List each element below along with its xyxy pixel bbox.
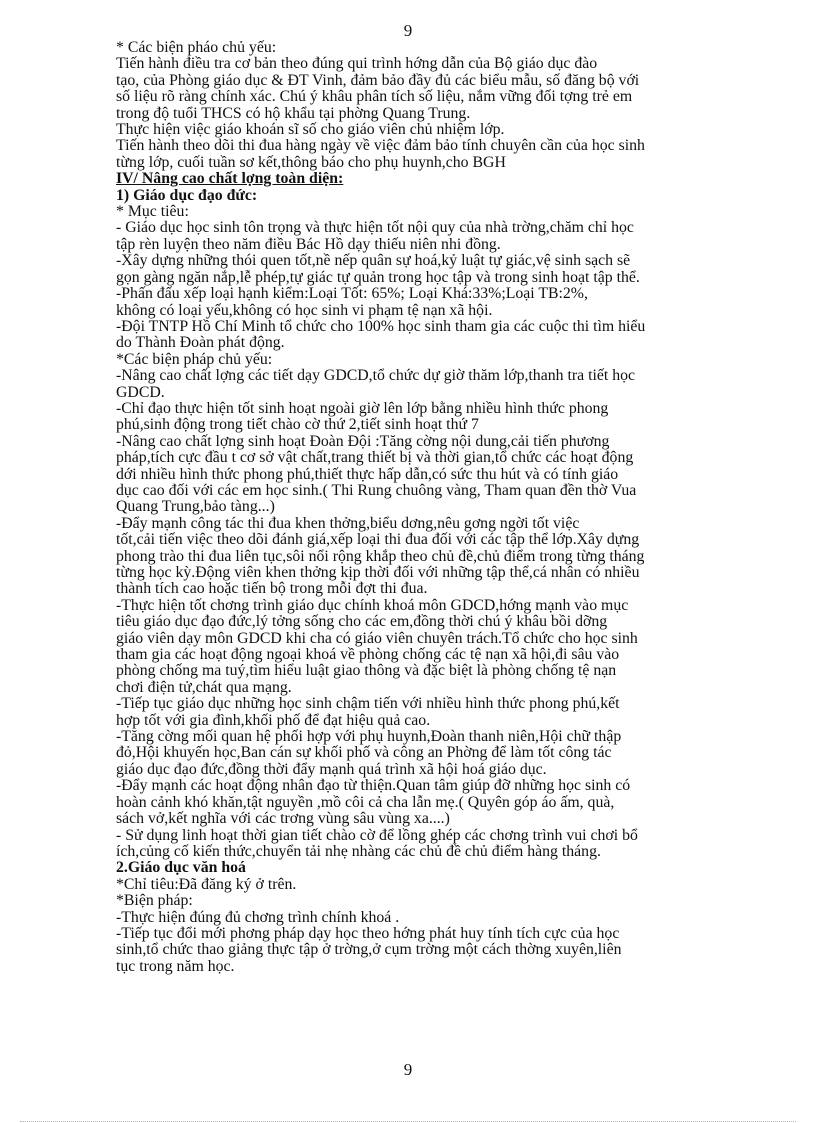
text-line: sinh,tổ chức thao giảng thực tập ở trờng,ở cụm trờng một cách thờng xuyên,liên [116, 941, 622, 959]
text-line: -Đẩy mạnh các hoạt động nhân đạo từ thiện.Quan tâm giúp đỡ những học sinh có [116, 777, 631, 795]
subsection-heading: 2.Giáo dục văn hoá [116, 859, 246, 877]
text-line: Thực hiện việc giáo khoán sĩ số cho giáo viên chủ nhiệm lớp. [116, 121, 505, 139]
text-line: sách vở,kết nghĩa với các trơng vùng sâu vùng xa....) [116, 810, 450, 828]
text-line: tiêu giáo dục đạo đức,lý tởng sống cho các em,đồng thời chú ý khâu bồi dỡng [116, 613, 608, 631]
text-line: -Đẩy mạnh công tác thi đua khen thởng,biểu dơng,nêu gơng ngời tốt việc [116, 514, 580, 532]
text-line: không có loại yếu,không có học sinh vi phạm tệ nạn xã hội. [116, 301, 493, 319]
page-break-dotted-line [20, 1121, 796, 1122]
text-line: Tiến hành theo dõi thi đua hàng ngày về việc đảm bảo tính chuyên cần của học sinh [116, 137, 645, 155]
page-number-bottom: 9 [403, 1060, 413, 1079]
text-line: -Tiếp tục đổi mới phơng pháp dạy học theo hớng phát huy tính tích cực của học [116, 924, 620, 942]
text-line: -Chỉ đạo thực hiện tốt sinh hoạt ngoài giờ lên lớp bằng nhiều hình thức phong [116, 399, 609, 417]
text-line: phú,sinh động trong tiết chào cờ thứ 2,tiết sinh hoạt thứ 7 [116, 416, 479, 434]
text-line: gọn gàng ngăn nắp,lễ phép,tự giác tự quản trong học tập và trong sinh hoạt tập thể. [116, 268, 640, 286]
text-line: - Sử dụng linh hoạt thời gian tiết chào cờ để lồng ghép các chơng trình vui chơi bổ [116, 826, 638, 844]
text-line: ích,củng cố kiến thức,chuyển tải nhẹ nhàng các chủ đề chủ điểm hàng tháng. [116, 842, 601, 860]
text-line: trong độ tuổi THCS có hộ khẩu tại phờng Quang Trung. [116, 104, 471, 122]
text-line: Tiến hành điều tra cơ bản theo đúng qui trình hớng dẫn của Bộ giáo dục đào [116, 55, 598, 73]
text-line: phòng chống ma tuý,tìm hiểu luật giao thông và đặc biệt là phòng chống tệ nạn [116, 662, 617, 680]
text-line: giáo dục đạo đức,đồng thời đẩy mạnh quá trình xã hội hoá giáo dục. [116, 760, 547, 778]
text-line: hoàn cảnh khó khăn,tật nguyền ,mồ côi cả cha lẫn mẹ.( Quyên góp áo ấm, quà, [116, 793, 615, 811]
text-line: từng lớp, cuối tuần sơ kết,thông báo cho phụ huynh,cho BGH [116, 153, 506, 171]
subsection-heading: 1) Giáo dục đạo đức: [116, 186, 258, 204]
text-line: *Các biện pháp chủ yếu: [116, 350, 273, 368]
text-line: -Nâng cao chất lợng các tiết dạy GDCD,tổ chức dự giờ thăm lớp,thanh tra tiết học [116, 367, 636, 385]
text-line: từng học kỳ.Động viên khen thởng kịp thời đối với những tập thể,cá nhân có nhiều [116, 564, 640, 581]
text-line: -Tiếp tục giáo dục những học sinh chậm tiến với nhiều hình thức phong phú,kết [116, 695, 620, 713]
text-line: -Thực hiện tốt chơng trình giáo dục chính khoá môn GDCD,hớng mạnh vào mục [116, 596, 629, 614]
text-line: tốt,cải tiến việc theo dõi đánh giá,xếp loại thi đua đối với các tập thể lớp.Xây dựng [116, 531, 640, 549]
text-line: pháp,tích cực đầu t cơ sở vật chất,trang thiết bị và thời gian,tổ chức các hoạt động [116, 449, 634, 467]
text-line: dục cao đối với các em học sinh.( Thi Rung chuông vàng, Tham quan đền thờ Vua [116, 481, 637, 499]
text-line: dới nhiều hình thức phong phú,thiết thực hấp dẫn,có sức thu hút và có tính giáo [116, 465, 619, 483]
text-line: hợp tốt với gia đình,khối phố để đạt hiệu quả cao. [116, 711, 431, 729]
text-line: tạo, của Phòng giáo dục & ĐT Vinh, đảm bảo đầy đủ các biểu mẫu, số đăng bộ với [116, 71, 640, 89]
text-line: tục trong năm học. [116, 957, 235, 975]
text-line: giáo viên dạy môn GDCD khi cha có giáo viên chuyên trách.Tổ chức cho học sinh [116, 629, 638, 647]
page-number-top: 9 [403, 21, 413, 40]
text-line: thành tích cao hoặc tiến bộ trong mỗi đợt thi đua. [116, 580, 428, 598]
text-line: * Các biện pháo chủ yếu: [116, 39, 277, 56]
text-line: đỏ,Hội khuyến học,Ban cán sự khối phố và công an Phờng để làm tốt công tác [116, 744, 612, 762]
text-line: chơi điện tử,chát qua mạng. [116, 678, 292, 696]
text-line: * Mục tiêu: [116, 203, 189, 221]
text-line: tham gia các hoạt động ngoại khoá về phòng chống các tệ nạn xã hội,đi sâu vào [116, 646, 620, 664]
text-line: - Giáo dục học sinh tôn trọng và thực hiện tốt nội quy của nhà trờng,chăm chỉ học [116, 219, 634, 237]
text-line: *Biện pháp: [116, 892, 193, 910]
text-line: số liệu rõ ràng chính xác. Chú ý khâu phân tích số liệu, nắm vững đối tợng trẻ em [116, 88, 633, 106]
text-line: -Thực hiện đúng đủ chơng trình chính khoá . [116, 908, 400, 926]
text-line: phong trào thi đua liên tục,sôi nổi rộng khắp theo chủ đề,chủ điểm trong từng tháng [116, 547, 645, 565]
text-line: tập rèn luyện theo năm điều Bác Hồ dạy thiếu niên nhi đồng. [116, 235, 501, 253]
text-line: -Phấn đấu xếp loại hạnh kiểm:Loại Tốt: 65%; Loại Khá:33%;Loại TB:2%, [116, 285, 588, 303]
page-body [116, 40, 760, 975]
text-line: -Xây dựng những thói quen tốt,nề nếp quân sự hoá,kỷ luật tự giác,vệ sinh sạch sẽ [116, 252, 631, 270]
text-line: Quang Trung,bảo tàng...) [116, 498, 275, 516]
text-line: -Đội TNTP Hồ Chí Minh tổ chức cho 100% học sinh tham gia các cuộc thi tìm hiểu [116, 317, 646, 335]
text-line: do Thành Đoàn phát động. [116, 334, 285, 352]
text-line: -Nâng cao chất lợng sinh hoạt Đoàn Đội :Tăng cờng nội dung,cải tiến phương [116, 432, 610, 450]
text-line: -Tăng cờng mối quan hệ phối hợp với phụ huynh,Đoàn thanh niên,Hội chữ thập [116, 728, 622, 746]
section-heading: IV/ Nâng cao chất lợng toàn diện: [116, 170, 344, 188]
text-line: GDCD. [116, 383, 165, 401]
text-line: *Chỉ tiêu:Đã đăng ký ở trên. [116, 875, 297, 893]
